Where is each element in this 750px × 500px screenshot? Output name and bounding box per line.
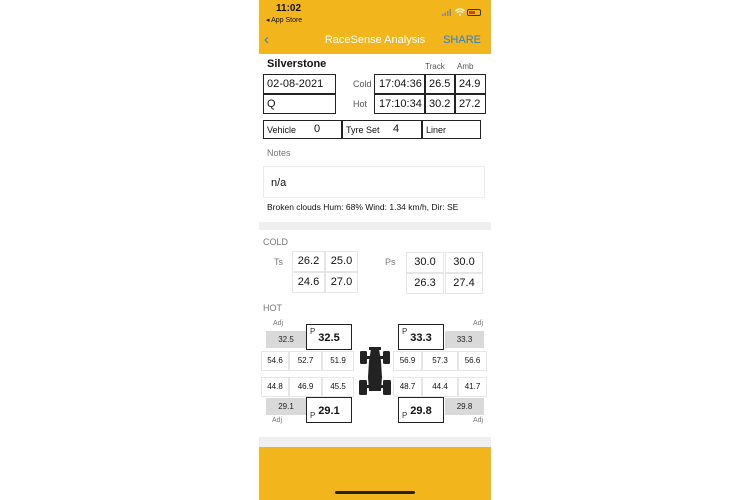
- adj-label-fr: Adj: [473, 320, 484, 327]
- back-to-app-store[interactable]: ◂ App Store: [266, 17, 303, 24]
- phone-screen: [259, 0, 491, 500]
- vehicle-field[interactable]: Vehicle 0: [263, 120, 342, 139]
- temp-rl-inner: 45.5: [322, 377, 354, 397]
- adj-rr: 29.8: [445, 398, 484, 415]
- hot-amb-temp-field[interactable]: 27.2: [455, 94, 486, 114]
- signal-icon: [442, 9, 451, 16]
- pressure-fl[interactable]: P 32.5: [306, 324, 352, 350]
- ps-fl: 30.0: [406, 252, 444, 273]
- hot-section-heading: HOT: [263, 303, 282, 313]
- ts-fl: 26.2: [292, 251, 325, 272]
- temp-rr-mid: 44.4: [422, 377, 458, 397]
- page-title: RaceSense Analysis: [324, 34, 426, 46]
- pressure-fr[interactable]: P 33.3: [398, 324, 444, 350]
- temp-rl-mid: 46.9: [289, 377, 322, 397]
- pressure-rl[interactable]: P 29.1: [306, 397, 352, 423]
- temp-rl-outer: 44.8: [261, 377, 289, 397]
- home-indicator[interactable]: [335, 491, 415, 494]
- pressure-rr[interactable]: P 29.8: [398, 397, 444, 423]
- tyre-set-field[interactable]: Tyre Set 4: [342, 120, 422, 139]
- car-top-view-icon: [357, 347, 393, 397]
- date-field[interactable]: 02-08-2021: [263, 74, 336, 94]
- hot-time-field[interactable]: 17:10:34: [374, 94, 425, 114]
- ts-rl: 24.6: [292, 272, 325, 293]
- adj-label-rl: Adj: [272, 417, 283, 424]
- temp-fr-mid: 57.3: [422, 351, 458, 371]
- adj-fl: 32.5: [266, 331, 306, 348]
- temp-fl-outer: 54.6: [261, 351, 289, 371]
- col-header-track: Track: [425, 62, 445, 71]
- status-bar: [259, 0, 491, 28]
- cold-track-temp-field[interactable]: 26.5: [425, 74, 455, 94]
- session-type-field[interactable]: Q: [263, 94, 336, 114]
- col-header-amb: Amb: [457, 62, 474, 71]
- adj-rl: 29.1: [266, 398, 306, 415]
- adj-fr: 33.3: [445, 331, 484, 348]
- cold-time-field[interactable]: 17:04:36: [374, 74, 425, 94]
- nav-bar: [259, 28, 491, 54]
- ts-rr: 27.0: [325, 272, 358, 293]
- section-divider-bottom: [259, 437, 491, 447]
- temp-fl-inner: 51.9: [322, 351, 354, 371]
- track-name: Silverstone: [267, 58, 327, 70]
- ts-fr: 25.0: [325, 251, 358, 272]
- temp-fr-inner: 56.9: [393, 351, 422, 371]
- cold-amb-temp-field[interactable]: 24.9: [455, 74, 486, 94]
- ps-fr: 30.0: [445, 252, 483, 273]
- status-time: 11:02: [276, 3, 302, 14]
- temp-rr-inner: 48.7: [393, 377, 422, 397]
- wifi-icon: [455, 8, 465, 16]
- temp-fr-outer: 56.6: [458, 351, 487, 371]
- back-chevron-icon[interactable]: ‹: [264, 31, 269, 48]
- battery-icon: [467, 9, 481, 16]
- temp-fl-mid: 52.7: [289, 351, 322, 371]
- cold-label: Cold: [353, 79, 372, 89]
- cold-section-heading: COLD: [263, 237, 289, 247]
- ps-rl: 26.3: [406, 273, 444, 294]
- ps-rr: 27.4: [445, 273, 483, 294]
- ps-label: Ps: [385, 257, 396, 267]
- liner-field[interactable]: Liner: [422, 120, 481, 139]
- temp-rr-outer: 41.7: [458, 377, 487, 397]
- adj-label-rr: Adj: [473, 417, 484, 424]
- notes-label: Notes: [267, 148, 291, 158]
- hot-label: Hot: [353, 99, 368, 109]
- ts-label: Ts: [274, 257, 283, 267]
- notes-field[interactable]: n/a: [263, 166, 485, 198]
- weather-summary: Broken clouds Hum: 68% Wind: 1.34 km/h, Dir: SE: [267, 202, 459, 212]
- share-button[interactable]: SHARE: [443, 34, 481, 46]
- section-divider: [259, 222, 491, 230]
- adj-label-fl: Adj: [273, 320, 284, 327]
- hot-track-temp-field[interactable]: 30.2: [425, 94, 455, 114]
